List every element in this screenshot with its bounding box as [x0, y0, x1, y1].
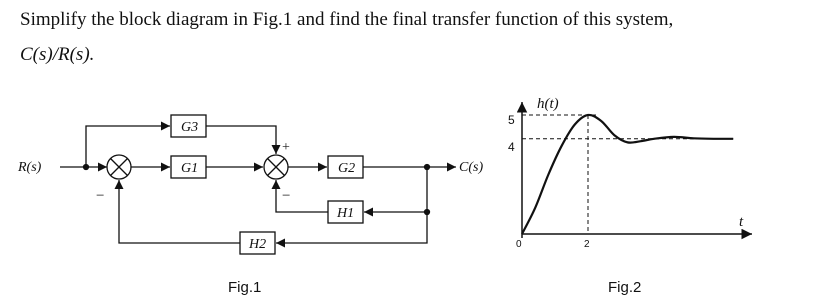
output-label: C(s)	[459, 160, 484, 175]
step-response-chart	[508, 96, 752, 296]
response-curve	[522, 115, 733, 234]
block-g3-label: G3	[181, 120, 199, 135]
h2-output-line	[119, 180, 240, 243]
block-h2-label: H2	[249, 237, 267, 252]
x-tick-0: 0	[516, 239, 522, 250]
summing-junction-1	[107, 155, 131, 179]
summing-junction-2	[264, 155, 288, 179]
h1-input-line	[364, 167, 427, 212]
block-h1-label: H1	[337, 206, 355, 221]
question-line-2: C(s)/R(s).	[20, 44, 95, 65]
x-axis-label: t	[739, 214, 744, 230]
y-axis-label: h(t)	[537, 96, 559, 112]
fig1-caption: Fig.1	[228, 279, 262, 296]
sum1-minus-sign: −	[96, 188, 105, 204]
block-g1-label: G1	[181, 161, 199, 176]
sum2-plus-sign: +	[282, 140, 290, 155]
question-line-1: Simplify the block diagram in Fig.1 and find the final transfer function of this system,	[20, 9, 674, 30]
y-tick-4: 4	[508, 140, 515, 154]
fig2-caption: Fig.2	[608, 279, 642, 296]
g3-output-line	[206, 126, 276, 154]
x-tick-2: 2	[584, 239, 590, 250]
block-g2-label: G2	[338, 161, 356, 176]
input-label: R(s)	[18, 160, 42, 175]
sum2-minus-sign: −	[282, 188, 291, 204]
block-diagram	[17, 115, 483, 296]
y-tick-5: 5	[508, 113, 515, 127]
